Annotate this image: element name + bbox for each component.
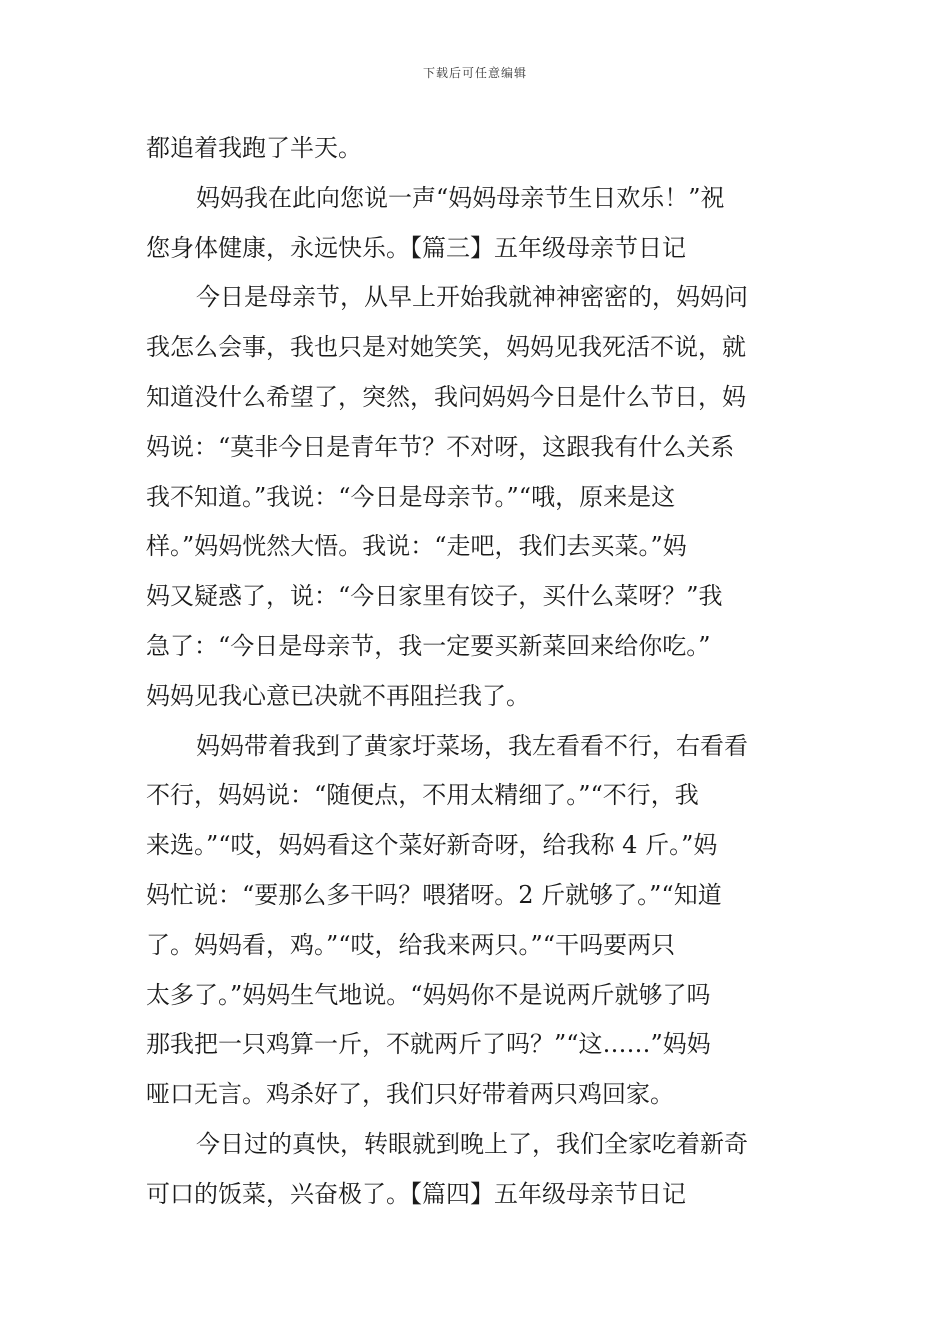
text-line: 哑口无言。鸡杀好了，我们只好带着两只鸡回家。: [146, 1080, 674, 1109]
text-line: 了。妈妈看，鸡。”“哎，给我来两只。”“干吗要两只: [146, 930, 676, 959]
text-line: 妈妈见我心意已决就不再阻拦我了。: [146, 681, 530, 710]
text-line: 都追着我跑了半天。: [146, 134, 362, 162]
document-body: [146, 124, 806, 1220]
text-line: 今日过的真快，转眼就到晚上了，我们全家吃着新奇: [196, 1129, 748, 1158]
text-line: 妈妈我在此向您说一声“妈妈母亲节生日欢乐！”祝: [196, 183, 725, 212]
text-line: 急了：“今日是母亲节，我一定要买新菜回来给你吃。”: [146, 631, 711, 660]
text-line: 知道没什么希望了，突然，我问妈妈今日是什么节日，妈: [146, 382, 746, 411]
text-line: 我怎么会事，我也只是对她笑笑，妈妈见我死活不说，就: [146, 333, 746, 362]
page-header: 下载后可任意编辑: [422, 66, 527, 80]
text-line: 可口的饭菜，兴奋极了。【篇四】五年级母亲节日记: [146, 1179, 686, 1208]
text-line: 不行，妈妈说：“随便点，不用太精细了。”“不行，我: [146, 781, 699, 810]
text-line: 那我把一只鸡算一斤，不就两斤了吗？”“这……”妈妈: [146, 1030, 711, 1059]
text-line: 我不知道。”我说：“今日是母亲节。”“哦，原来是这: [146, 482, 676, 511]
text-line: 今日是母亲节，从早上开始我就神神密密的，妈妈问: [196, 283, 748, 312]
text-line: 您身体健康，永远快乐。【篇三】五年级母亲节日记: [146, 233, 686, 262]
text-line: 来选。”“哎，妈妈看这个菜好新奇呀，给我称 4 斤。”妈: [146, 831, 718, 860]
text-line: 妈妈带着我到了黄家圩菜场，我左看看不行，右看看: [196, 731, 748, 760]
text-line: 样。”妈妈恍然大悟。我说：“走吧，我们去买菜。”妈: [146, 532, 687, 561]
text-line: 妈又疑惑了，说：“今日家里有饺子，买什么菜呀？”我: [146, 582, 723, 611]
text-line: 妈忙说：“要那么多干吗？喂猪呀。2 斤就够了。”“知道: [146, 880, 722, 909]
text-line: 太多了。”妈妈生气地说。“妈妈你不是说两斤就够了吗: [146, 980, 711, 1009]
text-line: 妈说：“莫非今日是青年节？不对呀，这跟我有什么关系: [146, 432, 735, 461]
